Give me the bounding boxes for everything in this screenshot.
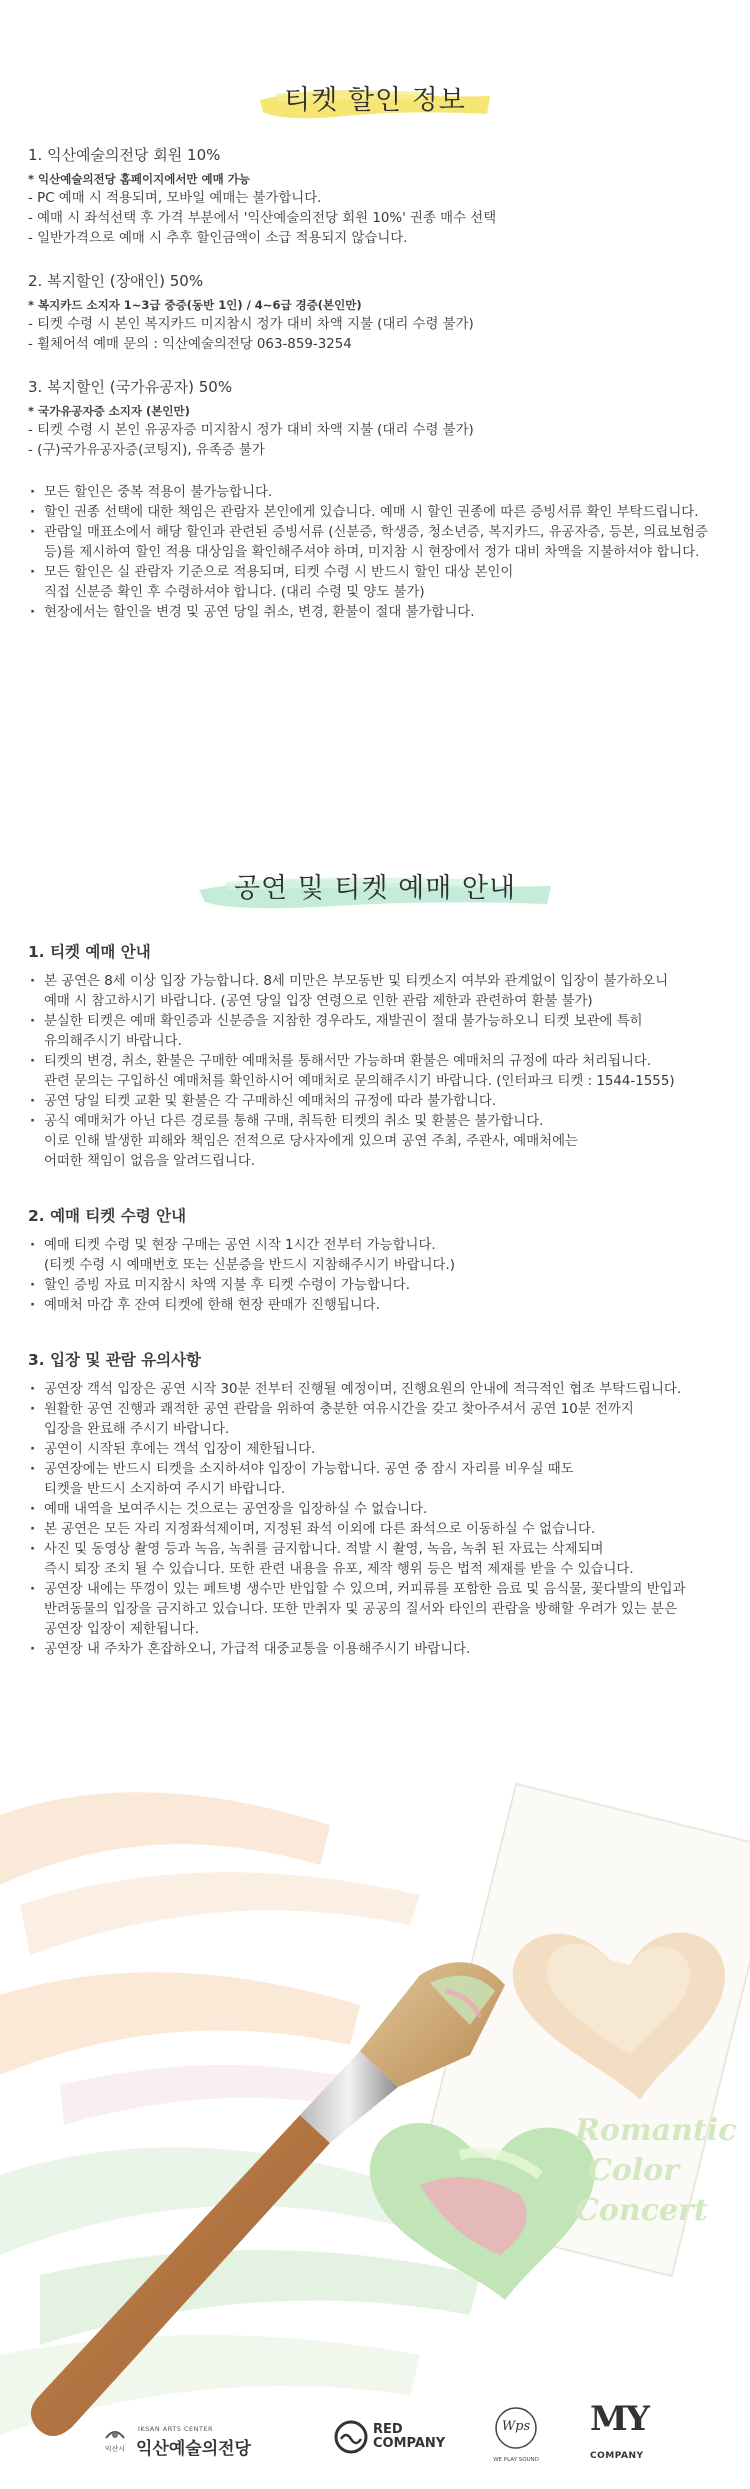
guide-item-line: · 원활한 공연 진행과 쾌적한 공연 관람을 위하여 충분한 여유시간을 갖고 찾아주셔서 공연 10분 전까지 [28,1400,728,1420]
discount-item-note: * 익산예술의전당 홈페이지에서만 예매 가능 [28,172,250,186]
guide-item-line: 공연장 입장이 제한됩니다. [44,1622,200,1637]
discount-heading [0,78,750,117]
guide-title: 공연 및 티켓 예매 안내 [233,873,517,904]
discount-notice-line: · 현장에서는 할인을 변경 및 공연 당일 취소, 변경, 환불이 절대 불가합니다. [28,603,728,623]
guide-item-line: · 공연장 객석 입장은 공연 시작 30분 전부터 진행될 예정이며, 진행요원의 안내에 적극적인 협조 부탁드립니다. [28,1380,728,1400]
red-company-mark-icon [333,2419,369,2455]
guide-heading [0,866,750,905]
discount-notice-line: · 할인 권종 선택에 대한 책임은 관람자 본인에게 있습니다. 예매 시 할인 권종에 따른 증빙서류 확인 부탁드립니다. [28,503,728,523]
guide-item-line: · 사진 및 동영상 촬영 등과 녹음, 녹취를 금지합니다. 적발 시 촬영, 녹음, 녹취 된 자료는 삭제되며 [28,1540,728,1560]
guide-item-line: · 공연이 시작된 후에는 객석 입장이 제한됩니다. [28,1440,728,1460]
footer-artwork [0,1755,750,2489]
discount-item-title: 1. 익산예술의전당 회원 10% [28,146,221,164]
discount-item-title: 3. 복지할인 (국가유공자) 50% [28,378,233,396]
guide-item-line: · 할인 증빙 자료 미지참시 차액 지불 후 티켓 수령이 가능합니다. [28,1276,728,1296]
svg-text:Romantic: Romantic [575,2113,737,2148]
guide-item-line: 예매 시 참고하시기 바랍니다. (공연 당일 입장 연령으로 인한 관람 제한과 관련하여 환불 불가) [44,994,593,1009]
discount-notice-line: · 모든 할인은 중복 적용이 불가능합니다. [28,483,728,503]
guide-item-line: · 본 공연은 모든 자리 지정좌석제이며, 지정된 좌석 이외에 다른 좌석으로 이동하실 수 없습니다. [28,1520,728,1540]
guide-item-line: 관련 문의는 구입하신 예매처를 확인하시어 예매처로 문의해주시기 바랍니다. (인터파크 티켓 : 1544-1555) [44,1074,675,1089]
discount-notice-line: 등)를 제시하여 할인 적용 대상임을 확인해주셔야 하며, 미지참 시 현장에서 정가 대비 차액을 지불하셔야 합니다. [44,545,700,560]
romantic-color-concert-text [574,2113,736,2228]
guide-item-line: 어떠한 책임이 없음을 알려드립니다. [44,1154,256,1169]
iksan-emblem-icon [104,2426,126,2440]
guide-item-line: · 티켓의 변경, 취소, 환불은 구매한 예매처를 통해서만 가능하며 환불은 예매처의 규정에 따라 처리됩니다. [28,1052,728,1072]
guide-item-line: 입장을 완료해 주시기 바랍니다. [44,1422,230,1437]
discount-notice-line: · 관람일 매표소에서 해당 할인과 관련된 증빙서류 (신분증, 학생증, 청소년증, 복지카드, 유공자증, 등본, 의료보험증 [28,523,728,543]
guide-section-title: 1. 티켓 예매 안내 [28,943,151,961]
red-company-logo: RED COMPANY [333,2417,443,2461]
discount-notice-line: 직접 신분증 확인 후 수령하셔야 합니다. (대리 수령 및 양도 불가) [44,585,425,600]
guide-item-line: · 공식 예매처가 아닌 다른 경로를 통해 구매, 취득한 티켓의 취소 및 환불은 불가합니다. [28,1112,728,1132]
discount-title: 티켓 할인 정보 [284,85,466,116]
guide-section [28,942,728,1660]
guide-item-line: 티켓을 반드시 소지하여 주시기 바랍니다. [44,1482,286,1497]
guide-item-line: · 예매 내역을 보여주시는 것으로는 공연장을 입장하실 수 없습니다. [28,1500,728,1520]
discount-section [28,145,728,623]
guide-item-line: · 예매 티켓 수령 및 현장 구매는 공연 시작 1시간 전부터 가능합니다. [28,1236,728,1256]
guide-item-line: 반려동물의 입장을 금지하고 있습니다. 또한 만취자 및 공공의 질서와 타인의 관람을 방해할 우려가 있는 분은 [44,1602,677,1617]
discount-item-note: * 국가유공자증 소지자 (본인만) [28,404,190,418]
discount-item-line: - 티켓 수령 시 본인 유공자증 미지참시 정가 대비 차액 지불 (대리 수령 불가) [28,423,474,438]
guide-section-title: 2. 예매 티켓 수령 안내 [28,1207,187,1225]
discount-item-line: - (구)국가유공자증(코팅지), 유족증 불가 [28,443,265,458]
guide-item-line: · 공연 당일 티켓 교환 및 환불은 각 구매하신 예매처의 규정에 따라 불가합니다. [28,1092,728,1112]
guide-item-line: · 예매처 마감 후 잔여 티켓에 한해 현장 판매가 진행됩니다. [28,1296,728,1316]
guide-item-line: 유의해주시기 바랍니다. [44,1034,182,1049]
svg-text:Concert: Concert [575,2193,708,2228]
my-company-logo: MY COMPANY [590,2399,648,2461]
discount-item-line: - 예매 시 좌석선택 후 가격 부분에서 '익산예술의전당 회원 10%' 권종 매수 선택 [28,211,497,226]
guide-section-title: 3. 입장 및 관람 유의사항 [28,1351,202,1369]
guide-item-line: · 공연장 내에는 뚜껑이 있는 페트병 생수만 반입할 수 있으며, 커피류를 포함한 음료 및 음식물, 꽃다발의 반입과 [28,1580,728,1600]
discount-item-title: 2. 복지할인 (장애인) 50% [28,272,204,290]
guide-item-line: · 본 공연은 8세 이상 입장 가능합니다. 8세 미만은 부모동반 및 티켓소지 여부와 관계없이 입장이 불가하오니 [28,972,728,992]
guide-item-line: · 공연장 내 주차가 혼잡하오니, 가급적 대중교통을 이용해주시기 바랍니다. [28,1640,728,1660]
guide-item-line: · 공연장에는 반드시 티켓을 소지하셔야 입장이 가능합니다. 공연 중 잠시 자리를 비우실 때도 [28,1460,728,1480]
sponsor-logos [0,2395,750,2485]
discount-item-line: - 티켓 수령 시 본인 복지카드 미지참시 정가 대비 차액 지불 (대리 수령 불가) [28,317,474,332]
discount-item-line: - 일반가격으로 예매 시 추후 할인금액이 소급 적용되지 않습니다. [28,231,408,246]
discount-item-line: - PC 예매 시 적용되며, 모바일 예매는 불가합니다. [28,191,322,206]
iksan-arts-center-logo: 익산시 IKSAN ARTS CENTER 익산예술의전당 [104,2425,251,2459]
guide-item-line: · 분실한 티켓은 예매 확인증과 신분증을 지참한 경우라도, 재발권이 절대 불가능하오니 티켓 보관에 특히 [28,1012,728,1032]
we-play-sound-logo: Wps WE PLAY SOUND [486,2405,546,2475]
discount-notice-line: · 모든 할인은 실 관람자 기준으로 적용되며, 티켓 수령 시 반드시 할인 대상 본인이 [28,563,728,583]
guide-item-line: 즉시 퇴장 조치 될 수 있습니다. 또한 관련 내용을 유포, 제작 행위 등은 법적 제재를 받을 수 있습니다. [44,1562,634,1577]
guide-item-line: (티켓 수령 시 예매번호 또는 신분증을 반드시 지참해주시기 바랍니다.) [44,1258,455,1273]
discount-item-line: - 휠체어석 예매 문의 : 익산예술의전당 063-859-3254 [28,337,352,352]
discount-item-note: * 복지카드 소지자 1~3급 중증(동반 1인) / 4~6급 경증(본인만) [28,298,362,312]
svg-text:Color: Color [588,2153,680,2188]
paint-brush-illustration [0,1755,750,2489]
guide-item-line: 이로 인해 발생한 피해와 책임은 전적으로 당사자에게 있으며 공연 주최, 주관사, 예매처에는 [44,1134,578,1149]
